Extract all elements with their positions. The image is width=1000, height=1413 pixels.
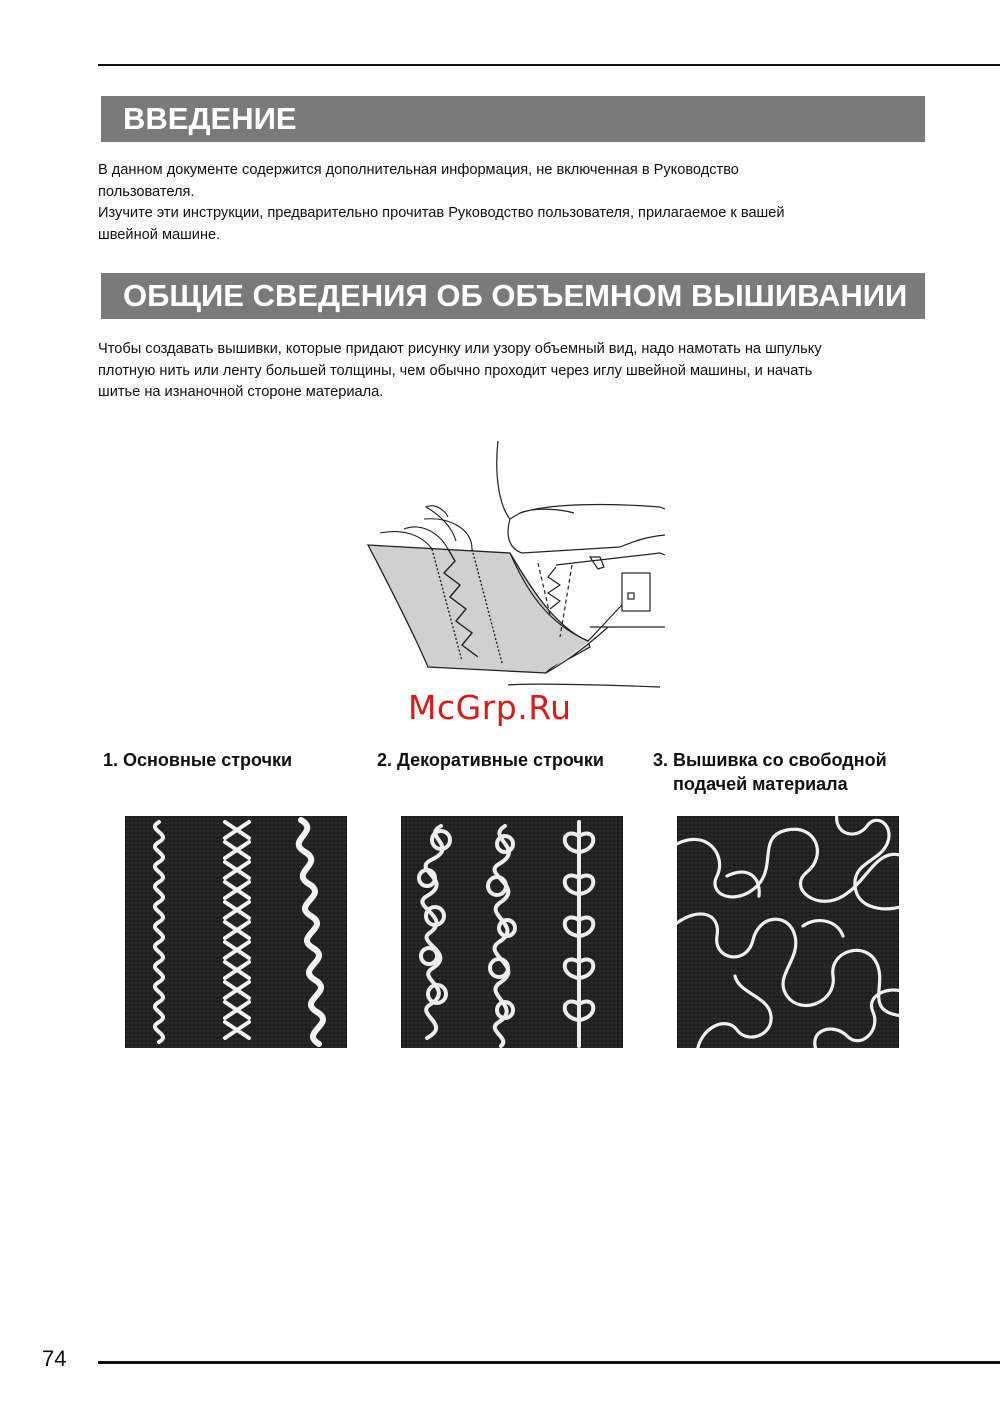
caption-1-label: Основные строчки [123, 750, 293, 770]
caption-3-label-line2: подачей материала [673, 774, 848, 794]
overview-paragraph [98, 339, 822, 404]
page-number: 74 [42, 1346, 67, 1371]
free-motion-image [677, 816, 899, 1048]
bottom-rule [98, 1361, 1000, 1364]
caption-2-number: 2. [377, 750, 393, 770]
caption-1 [103, 748, 292, 772]
intro-line-4: швейной машине. [98, 226, 221, 243]
caption-3-text [673, 748, 887, 796]
caption-1-number: 1. [103, 750, 119, 770]
intro-line-2: пользователя. [98, 183, 195, 200]
overview-line-2: плотную нить или ленту большей толщины, чем обычно проходит через иглу швейной машины, и начать [98, 362, 813, 379]
overview-line-3: шитье на изнаночной стороне материала. [98, 384, 384, 400]
caption-3 [653, 748, 887, 796]
basic-stitches-image [125, 816, 347, 1048]
intro-line-1: В данном документе содержится дополнительная информация, не включенная в Руководство [98, 162, 739, 178]
decorative-stitches-image [401, 816, 623, 1048]
caption-3-number: 3. [653, 750, 669, 770]
intro-paragraph [98, 160, 785, 246]
section-heading-intro: ВВЕДЕНИЕ [101, 96, 925, 142]
caption-3-label: Вышивка со свободной [673, 750, 887, 770]
top-rule [98, 64, 1000, 66]
photo-basic-stitches [125, 816, 347, 1048]
photo-decorative-stitches [401, 816, 623, 1048]
photo-free-motion [677, 816, 899, 1048]
watermark-text: McGrp.Ru [408, 688, 572, 727]
caption-2-label: Декоративные строчки [397, 750, 604, 770]
intro-line-3: Изучите эти инструкции, предварительно прочитав Руководство пользователя, прилагаемое к вашей [98, 205, 785, 221]
caption-2 [377, 748, 604, 772]
overview-line-1: Чтобы создавать вышивки, которые придают рисунку или узору объемный вид, надо намотать на шпульку [98, 341, 822, 357]
section-heading-overview: ОБЩИЕ СВЕДЕНИЯ ОБ ОБЪЕМНОМ ВЫШИВАНИИ [101, 273, 925, 319]
